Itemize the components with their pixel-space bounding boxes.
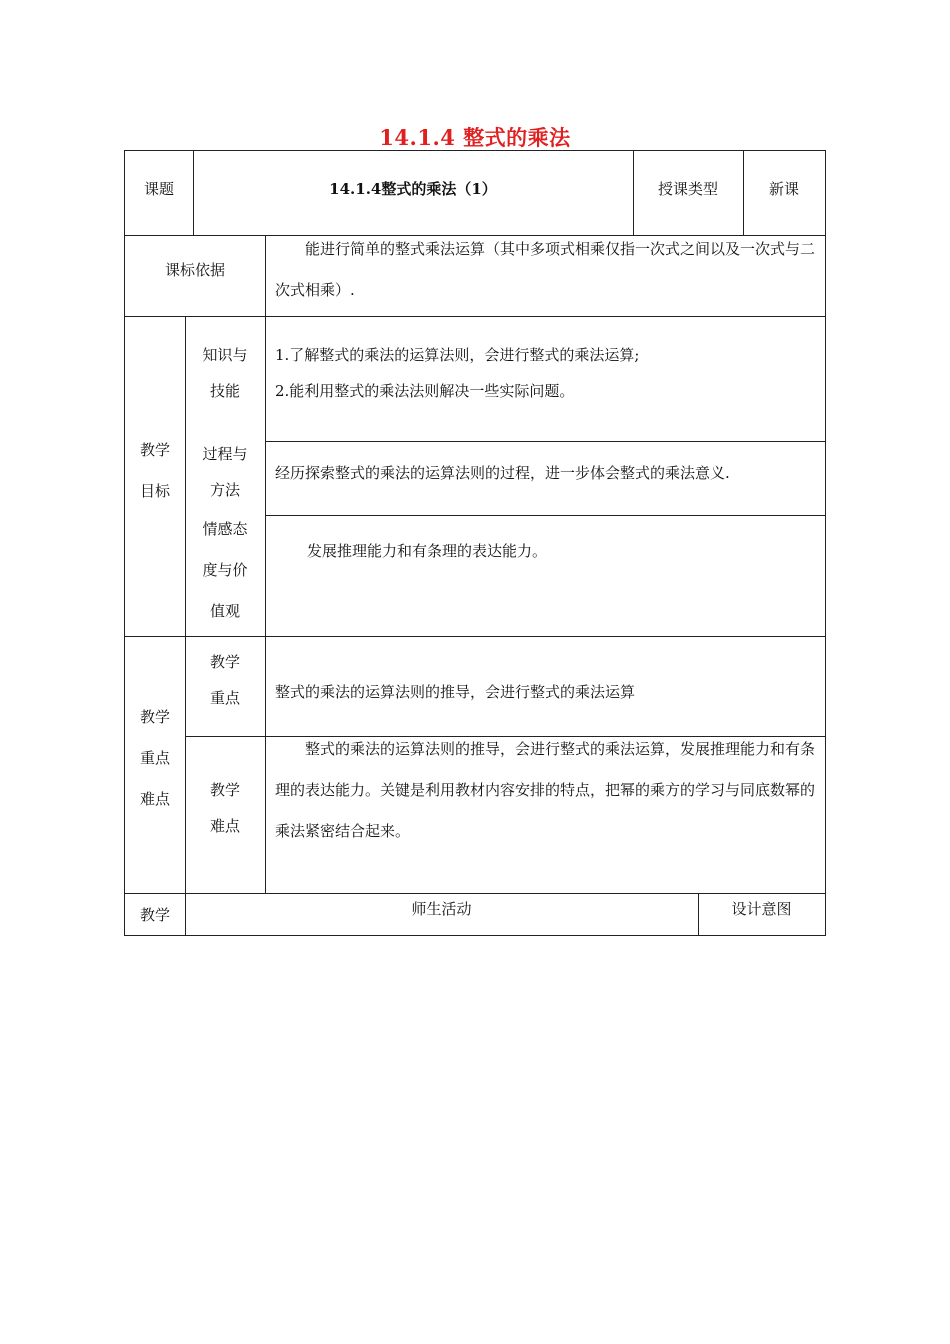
teaching-focus-text: 整式的乘法的运算法则的推导，会进行整式的乘法运算 xyxy=(275,683,636,701)
teaching-focus-label-line1: 教学 xyxy=(209,653,240,671)
document-title: 14.1.4 整式的乘法 xyxy=(379,125,571,150)
teaching-goals-label-line2: 目标 xyxy=(139,482,170,500)
curriculum-basis-label: 课标依据 xyxy=(164,261,225,279)
lesson-plan-table xyxy=(124,150,826,936)
teaching-focus-label-line2: 重点 xyxy=(209,689,240,707)
design-intent-header: 设计意图 xyxy=(731,900,792,918)
lesson-type-label: 授课类型 xyxy=(657,180,718,198)
emotion-values-label-line2: 度与价 xyxy=(202,561,248,579)
topic-value: 14.1.4整式的乘法（1） xyxy=(329,180,497,198)
knowledge-skills-item-2: 2.能利用整式的乘法法则解决一些实际问题。 xyxy=(275,382,575,400)
teaching-difficulty-text: 整式的乘法的运算法则的推导，会进行整式的乘法运算，发展推理能力和有条理的表达能力。关键是利用教材内容安排的特点，把幂的乘方的学习与同底数幂的乘法紧密结合起来。 xyxy=(275,740,816,840)
knowledge-skills-label-line1: 知识与 xyxy=(202,346,248,364)
lesson-type-value: 新课 xyxy=(768,180,799,198)
teaching-difficulty-label-line2: 难点 xyxy=(209,817,240,835)
process-method-label-line2: 方法 xyxy=(209,481,240,499)
teaching-goals-label-line1: 教学 xyxy=(139,441,170,459)
emotion-values-text: 发展推理能力和有条理的表达能力。 xyxy=(307,542,548,560)
teacher-student-activity-header: 师生活动 xyxy=(411,900,472,918)
teaching-process-label: 教学 xyxy=(139,906,170,924)
key-points-label-line3: 难点 xyxy=(139,790,170,808)
process-method-text: 经历探索整式的乘法的运算法则的过程，进一步体会整式的乘法意义. xyxy=(275,464,730,482)
knowledge-skills-label-line2: 技能 xyxy=(209,382,240,400)
teaching-difficulty-label-line1: 教学 xyxy=(209,781,240,799)
topic-label: 课题 xyxy=(143,180,174,198)
key-points-label-line2: 重点 xyxy=(139,749,170,767)
emotion-values-label-line3: 值观 xyxy=(209,602,240,620)
process-method-label-line1: 过程与 xyxy=(202,445,248,463)
knowledge-skills-item-1: 1.了解整式的乘法的运算法则，会进行整式的乘法运算; xyxy=(275,346,640,364)
emotion-values-label-line1: 情感态 xyxy=(202,520,248,538)
key-points-label-line1: 教学 xyxy=(139,708,170,726)
curriculum-basis-text: 能进行简单的整式乘法运算（其中多项式相乘仅指一次式之间以及一次式与二次式相乘）. xyxy=(275,240,816,299)
